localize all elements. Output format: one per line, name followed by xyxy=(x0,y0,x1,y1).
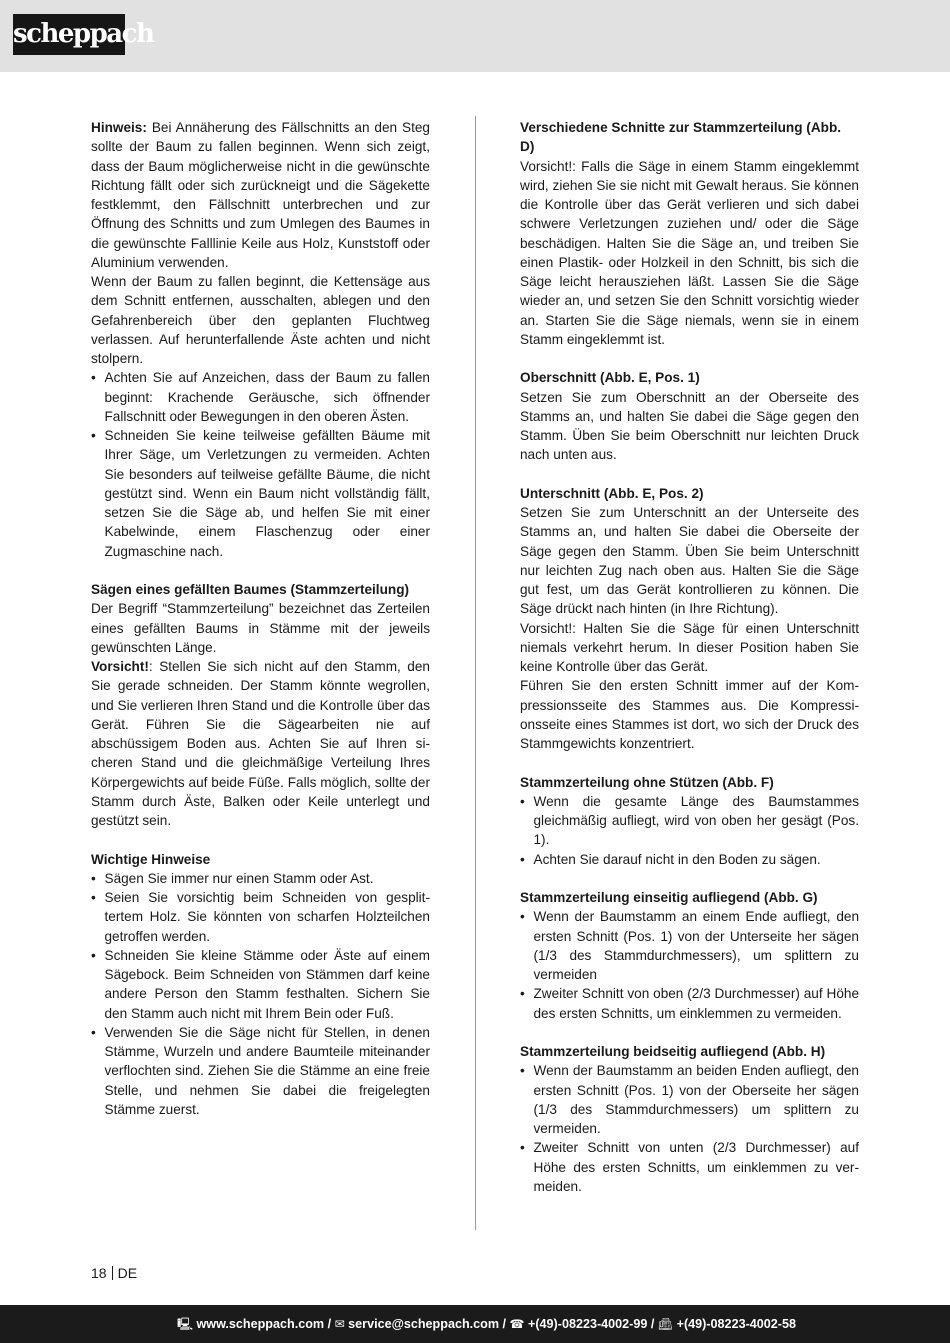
hint-paragraph xyxy=(91,118,430,272)
footer-bar xyxy=(0,1305,950,1343)
page-number-separator xyxy=(112,1266,113,1280)
email-link[interactable]: service@scheppach.com / xyxy=(348,1317,507,1331)
list-item: • Sägen Sie immer nur einen Stamm oder Ast. xyxy=(91,869,430,888)
hint-text: Bei Annäherung des Fällschnitts an den Steg sollte der Baum zu fallen beginnen. Wenn sich zeigt, dass der Baum möglicherweise nicht in die gewünschte Richtung fällt oder sich zurückneigt und die Sägekette festklemmt, den Fällschnitt unterbrechen und zur Öffnung des Schnitts und zum Umlegen des Baumes in die gewünschte Falllinie Keile aus Holz, Kunststoff oder Aluminium verwenden. xyxy=(91,120,430,270)
caution-paragraph xyxy=(91,657,430,830)
brand-logo: scheppach xyxy=(13,14,125,55)
under-cut-compression: Führen Sie den ersten Schnitt immer auf der Kompressionsseite des Stammes aus. Die Kompressionsseite eines Stammes ist dort, wo sich der Druck des Stammgewichts konzentriert. xyxy=(520,678,859,751)
falling-bullet-list xyxy=(91,368,430,561)
important-bullet-list xyxy=(91,869,430,1119)
list-item: • Schneiden Sie keine teilweise gefällten Bäume mit Ihrer Säge, um Verletzungen zu vermeiden. Achten Sie besonders auf teilweise gefällte Bäume, die nicht gestützt sind. Wenn ein Baum nicht vollständig fällt, setzen Sie die Säge ab, und helfen Sie mit einer Kabelwinde, einem Flaschenzug oder einer Zugmaschine nach. xyxy=(91,426,430,561)
list-item: • Achten Sie auf Anzeichen, dass der Baum zu fallen beginnt: Krachende Geräusche, sich öffnender Fallschnitt oder Bewegungen in den oberen Ästen. xyxy=(91,368,430,426)
sawing-paragraph: Der Begriff “Stammzerteilung” bezeichnet das Zerteilen eines gefällten Baums in Stämme mit der jeweils gewünschten Länge. xyxy=(91,601,430,655)
both-sides-heading: Stammzerteilung beidseitig aufliegend (Abb. H) xyxy=(520,1044,826,1059)
contact-line xyxy=(177,1315,796,1333)
falling-paragraph: Wenn der Baum zu fallen beginnt, die Kettensäge aus dem Schnitt entfernen, ausschalten, ablegen und den Gefahrenbereich über den geplanten Fluchtweg verlassen. Auf herunterfallende Äste achten und nicht stolpern. xyxy=(91,274,430,366)
caution-text: : Stellen Sie sich nicht auf den Stamm, den Sie gerade schneiden. Der Stamm könnte wegrollen, und Sie verlieren Ihren Stand und die Kontrolle über das Gerät. Führen Sie die Sägearbeiten nie auf abschüssigem Boden aus. Achten Sie auf Ihren sicheren Stand und die gleichmäßige Verteilung Ihres Körpergewichts auf beide Füße. Falls möglich, sollte der Stamm durch Äste, Balken oder Keile unterlegt und gestützt sein. xyxy=(91,659,430,828)
list-item: • Achten Sie darauf nicht in den Boden zu sägen. xyxy=(520,850,859,869)
under-cut-caution: Vorsicht!: Halten Sie die Säge für einen Unterschnitt niemals verkehrt herum. In dieser Position haben Sie keine Kontrolle über das Gerät. xyxy=(520,620,859,674)
list-item: • Schneiden Sie kleine Stämme oder Äste auf einem Sägebock. Beim Schneiden von Stämmen darf keine andere Person den Stamm festhalten. Sichern Sie den Stamm auch nicht mit Ihrem Bein oder Fuß. xyxy=(91,946,430,1023)
website-link[interactable]: www.scheppach.com / xyxy=(196,1317,332,1331)
cuts-paragraph: Vorsicht!: Falls die Säge in einem Stamm eingeklemmt wird, ziehen Sie sie nicht mit Gewalt heraus. Sie können die Kontrolle über das Gerät verlieren und sich dabei schwere Verletzungen zuziehen und/ oder die Säge beschädigen. Halten Sie die Säge an, und treiben Sie einen Plastik- oder Holzkeil in den Schnitt, bis sich die Säge leicht herausziehen läßt. Lassen Sie die Säge wieder an, und setzen Sie den Schnitt vorsichtig wieder an. Starten Sie die Säge niemals, wenn sie in einem Stamm eingeklemmt ist. xyxy=(520,158,859,347)
fax-number: +(49)-08223-4002-58 xyxy=(676,1317,796,1331)
top-cut-heading: Oberschnitt (Abb. E, Pos. 1) xyxy=(520,370,700,386)
language-code: DE xyxy=(117,1265,138,1281)
right-column xyxy=(520,118,859,1196)
cuts-heading: Verschiedene Schnitte zur Stammzerteilung (Abb. D) xyxy=(520,120,842,155)
page-number xyxy=(91,1264,137,1282)
mail-icon: ✉︎ xyxy=(334,1317,345,1331)
top-cut-paragraph: Setzen Sie zum Oberschnitt an der Oberseite des Stamms an, und halten Sie dabei die Säge gegen den Stamm. Üben Sie beim Oberschnitt nur leichten Druck nach unten aus. xyxy=(520,389,859,463)
page-number-value: 18 xyxy=(91,1265,107,1281)
list-item: • Zweiter Schnitt von unten (2/3 Durchmesser) auf Höhe des ersten Schnitts, um einklemmen zu vermeiden. xyxy=(520,1138,859,1196)
sawing-heading: Sägen eines gefällten Baumes (Stammzerteilung) xyxy=(91,582,410,597)
list-item: • Wenn der Baumstamm an einem Ende aufliegt, den ersten Schnitt (Pos. 1) von der Unterseite her sägen (1/3 des Stammdurchmessers), um splittern zu vermeiden xyxy=(520,907,859,984)
under-cut-paragraph: Setzen Sie zum Unterschnitt an der Unterseite des Stamms an, und halten Sie dabei die Oberseite der Säge gegen den Stamm. Üben Sie beim Unterschnitt nur leichten Zug nach oben aus. Halten Sie die Säge gut fest, um das Gerät kontrollieren zu können. Die Säge drückt nach hinten (in Ihre Richtung). xyxy=(520,505,859,617)
list-item: • Verwenden Sie die Säge nicht für Stellen, in denen Stämme, Wurzeln und andere Baumteile miteinander verflochten sind. Ziehen Sie die Stämme an eine freie Stelle, und nehmen Sie dabei die freigelegten Stämme zuerst. xyxy=(91,1023,430,1119)
one-side-heading: Stammzerteilung einseitig aufliegend (Abb. G) xyxy=(520,890,818,905)
list-item: • Wenn die gesamte Länge des Baumstammes gleichmäßig aufliegt, wird von oben her gesägt (Pos. 1). xyxy=(520,792,859,850)
one-side-bullet-list xyxy=(520,907,859,1023)
phone-icon: ☎︎ xyxy=(509,1317,525,1331)
hint-label: Hinweis: xyxy=(91,120,147,135)
under-cut-heading: Unterschnitt (Abb. E, Pos. 2) xyxy=(520,485,704,501)
fax-icon: 📠︎ xyxy=(657,1317,674,1331)
list-item: • Zweiter Schnitt von oben (2/3 Durchmesser) auf Höhe des ersten Schnitts, um einklemmen zu vermeiden. xyxy=(520,984,859,1023)
phone-number: +(49)-08223-4002-99 / xyxy=(528,1317,655,1331)
list-item: • Seien Sie vorsichtig beim Schneiden von gesplittertem Holz. Sie könnten von scharfen Holzteilchen getroffen werden. xyxy=(91,888,430,946)
list-item: • Wenn der Baumstamm an beiden Enden aufliegt, den ersten Schnitt (Pos. 1) von der Oberseite her sägen (1/3 des Stammdurchmessers) um splittern zu vermeiden. xyxy=(520,1061,859,1138)
left-column xyxy=(91,118,430,1119)
computer-icon: 🖳︎ xyxy=(176,1317,193,1331)
no-support-heading: Stammzerteilung ohne Stützen (Abb. F) xyxy=(520,774,774,790)
header-bar xyxy=(0,0,950,72)
important-heading: Wichtige Hinweise xyxy=(91,851,211,867)
caution-label: Vorsicht! xyxy=(91,659,149,674)
both-sides-bullet-list xyxy=(520,1061,859,1196)
column-divider xyxy=(475,116,476,1230)
no-support-bullet-list xyxy=(520,792,859,869)
